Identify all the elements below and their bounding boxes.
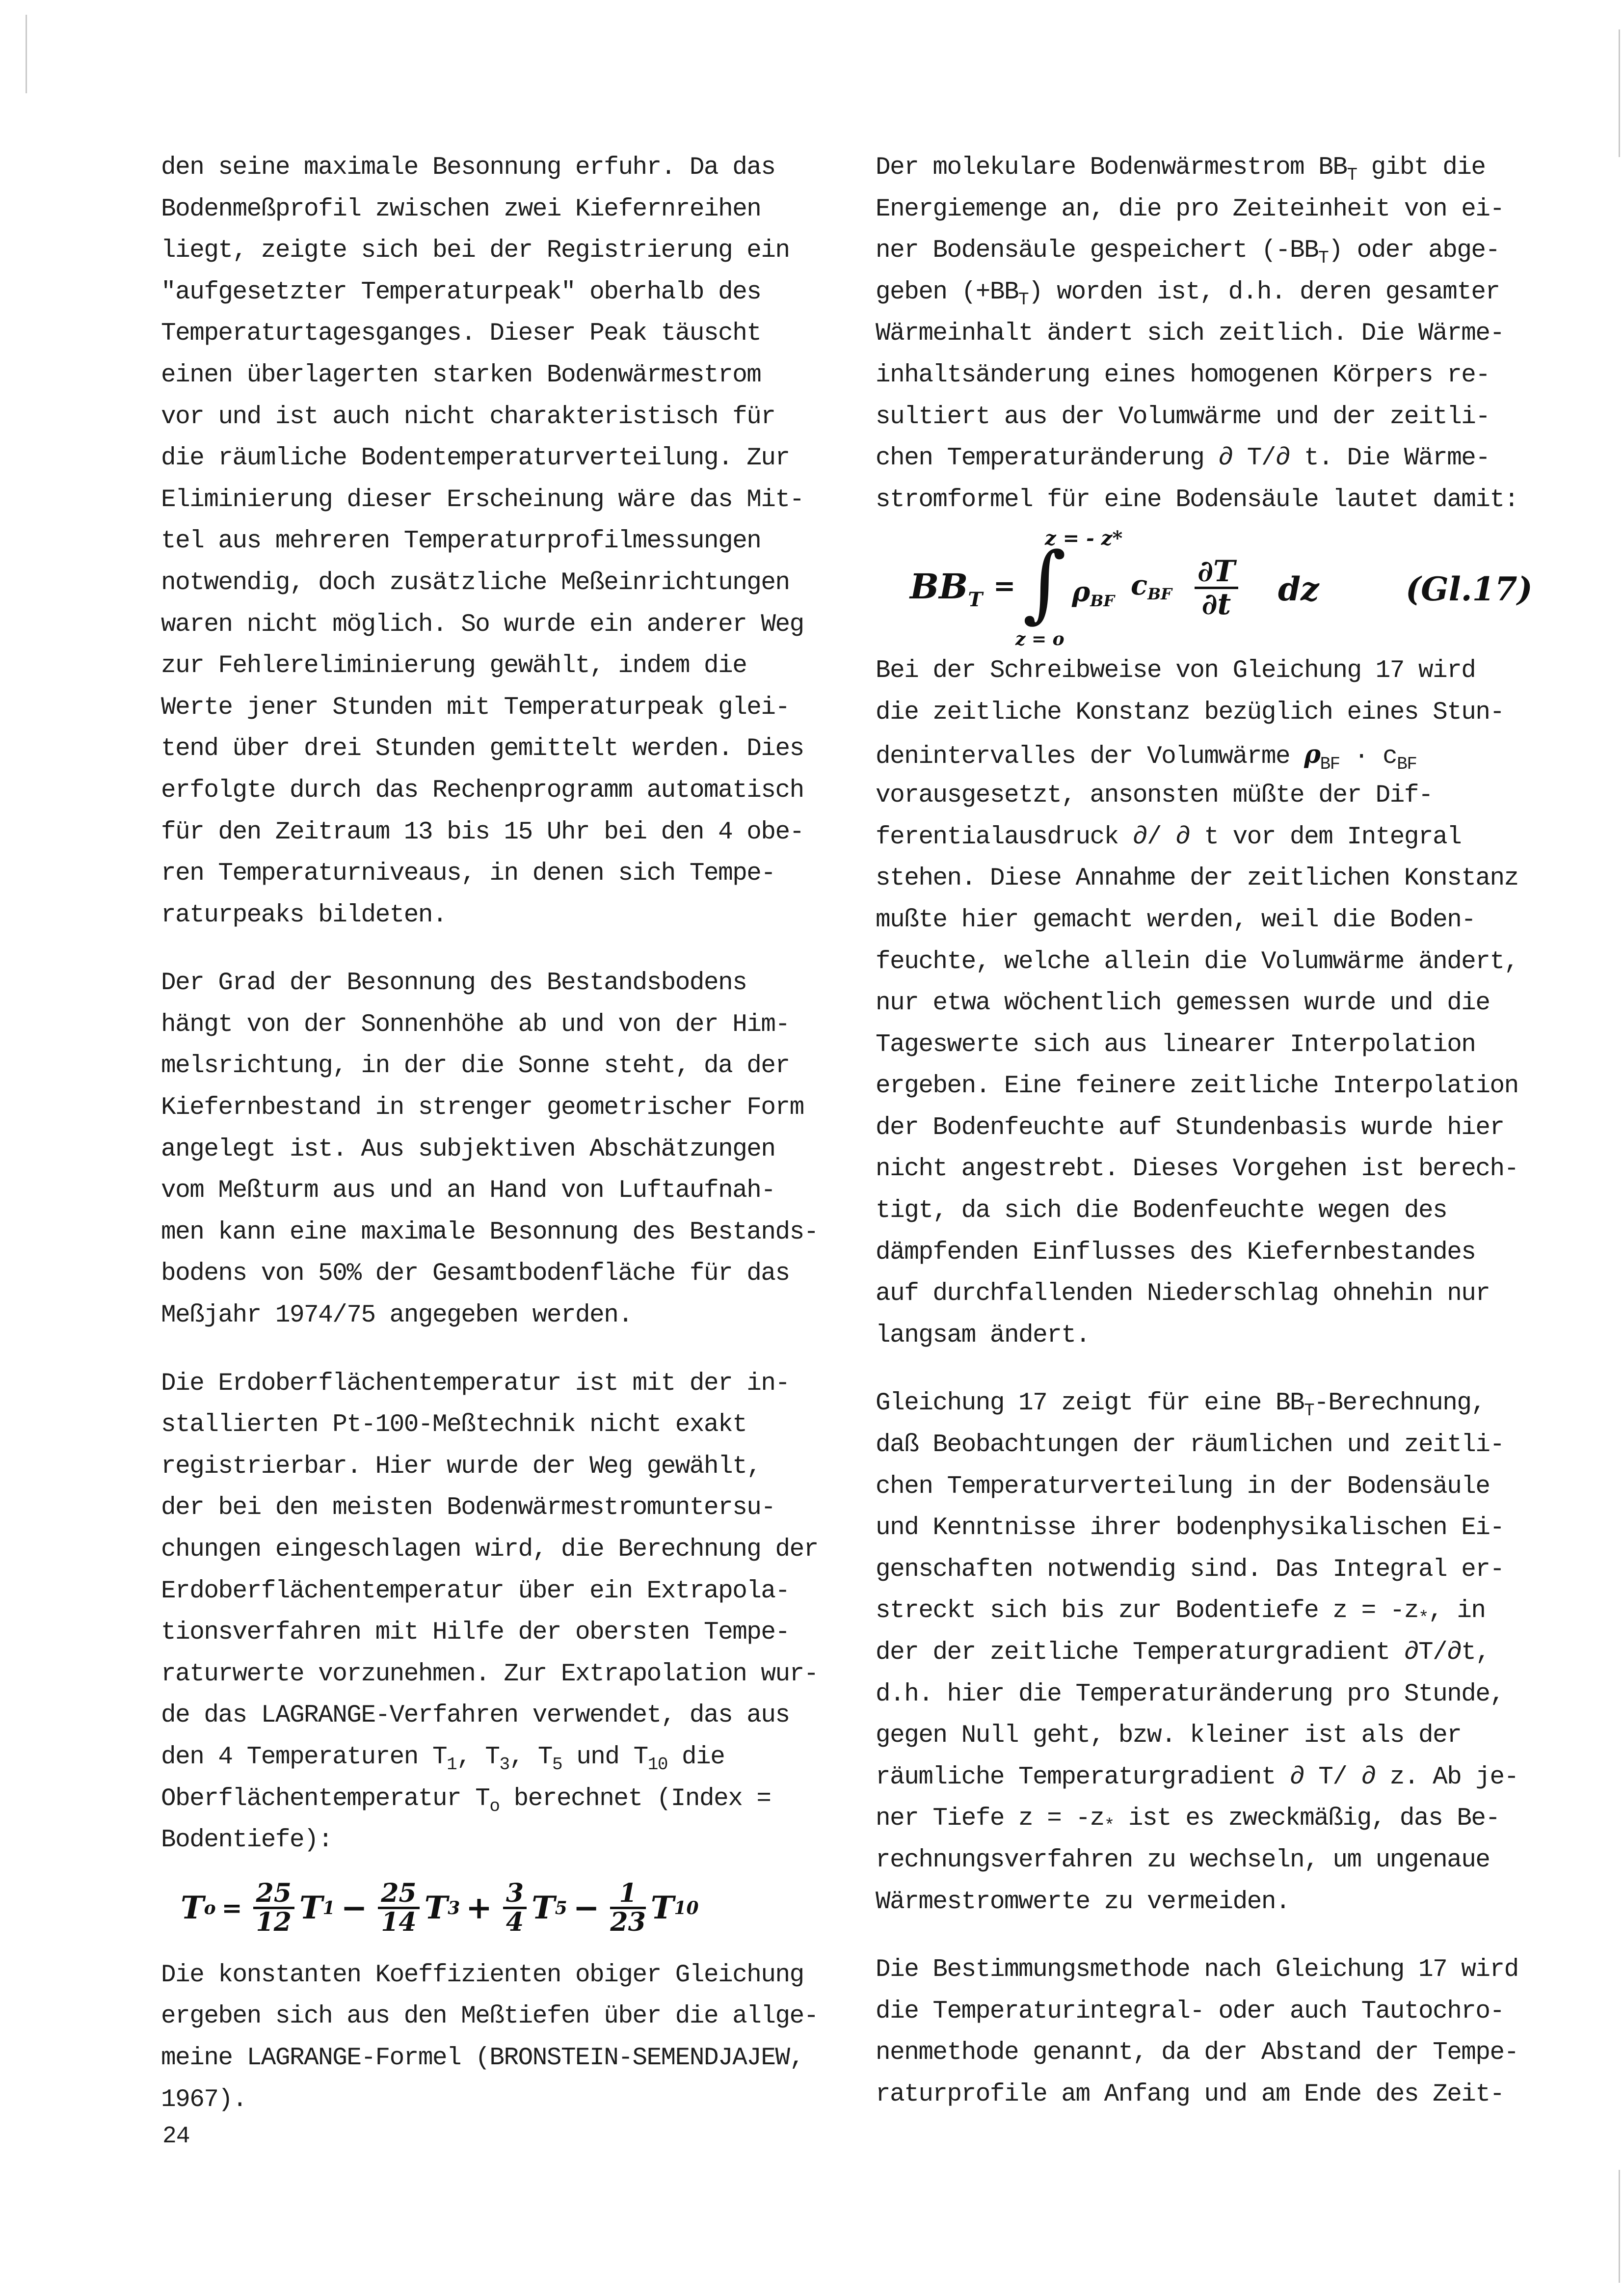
text-line: auf durchfallenden Niederschlag ohnehin nur bbox=[876, 1280, 1490, 1308]
text-line: melsrichtung, in der die Sonne steht, da der bbox=[161, 1052, 790, 1080]
paragraph-method-name bbox=[876, 1949, 1528, 2115]
text-line: tel aus mehreren Temperaturprofilmessungen bbox=[161, 527, 761, 556]
text-line: zur Fehlereliminierung gewählt, indem die bbox=[161, 652, 747, 680]
text-line: Temperaturtagesganges. Dieser Peak täuscht bbox=[161, 320, 761, 348]
text-line: Werte jener Stunden mit Temperaturpeak glei- bbox=[161, 693, 790, 722]
lagrange-formula: T o = $\frac{25}{12}$ T 1 − $\frac{25}{14}$ T 3 + $\frac{3}{4}$ T 5 − $\frac{1}{23}$ T 10 bbox=[181, 1878, 699, 1938]
text-line: notwendig, doch zusätzliche Meßeinrichtungen bbox=[161, 568, 790, 597]
text-line: stromformel für eine Bodensäule lautet damit: bbox=[876, 486, 1518, 514]
text-line: ner Bodensäule gespeichert $(-BB_T)$ oder abge- bbox=[876, 237, 1500, 269]
text-line: räumliche Temperaturgradient ∂ T/ ∂ z. Ab je- bbox=[876, 1763, 1518, 1791]
text-line: die zeitliche Konstanz bezüglich eines Stun- bbox=[876, 698, 1504, 727]
text-line: erfolgte durch das Rechenprogramm automatisch bbox=[161, 776, 804, 805]
text-line: den seine maximale Besonnung erfuhr. Da das bbox=[161, 154, 775, 182]
text-line: ergeben. Eine feinere zeitliche Interpolation bbox=[876, 1072, 1518, 1101]
text-line: die räumliche Bodentemperaturverteilung. Zur bbox=[161, 444, 790, 473]
text-line: inhaltsänderung eines homogenen Körpers re- bbox=[876, 361, 1490, 389]
text-line: stehen. Diese Annahme der zeitlichen Konstanz bbox=[876, 864, 1518, 893]
text-line: Wärmeinhalt ändert sich zeitlich. Die Wärme- bbox=[876, 320, 1504, 348]
text-line: sultiert aus der Volumwärme und der zeitli- bbox=[876, 403, 1490, 431]
text-line: rechnungsverfahren zu wechseln, um ungenaue bbox=[876, 1846, 1490, 1874]
text-line: 1967). bbox=[161, 2085, 247, 2114]
text-line: de das LAGRANGE-Verfahren verwendet, das aus bbox=[161, 1702, 790, 1730]
paragraph-coefficients bbox=[161, 1955, 818, 2121]
text-line: ferentialausdruck ∂/ ∂ t vor dem Integral bbox=[876, 823, 1462, 851]
text-line: Die konstanten Koeffizienten obiger Gleichung bbox=[161, 1961, 804, 1989]
text-line: den 4 Temperaturen $T_1$, $T_3$, $T_5$ und $T_{10}$ die bbox=[161, 1743, 725, 1775]
paragraph-constancy bbox=[876, 650, 1528, 1356]
text-line: einen überlagerten starken Bodenwärmestrom bbox=[161, 361, 761, 389]
text-line: nenmethode genannt, da der Abstand der Tempe- bbox=[876, 2039, 1518, 2067]
text-line: stallierten Pt-100-Meßtechnik nicht exakt bbox=[161, 1411, 747, 1439]
text-line: vorausgesetzt, ansonsten müßte der Dif- bbox=[876, 782, 1433, 810]
text-line: Erdoberflächentemperatur über ein Extrapola- bbox=[161, 1577, 790, 1605]
text-line: streckt sich bis zur Bodentiefe $z = -z_*$, in bbox=[876, 1597, 1486, 1629]
text-line: Bei der Schreibweise von Gleichung 17 wird bbox=[876, 657, 1476, 685]
scan-edge-line bbox=[1619, 2170, 1620, 2283]
paragraph-insolation bbox=[161, 963, 818, 1336]
text-line: Meßjahr 1974/75 angegeben werden. bbox=[161, 1301, 633, 1330]
text-line: daß Beobachtungen der räumlichen und zeitli- bbox=[876, 1431, 1504, 1459]
text-line: men kann eine maximale Besonnung des Bestands- bbox=[161, 1218, 818, 1246]
paragraph-peak-smoothing bbox=[161, 147, 814, 936]
text-line: nur etwa wöchentlich gemessen wurde und die bbox=[876, 989, 1490, 1018]
page-number: 24 bbox=[162, 2123, 190, 2150]
text-line: waren nicht möglich. So wurde ein anderer Weg bbox=[161, 610, 804, 639]
text-line: vor und ist auch nicht charakteristisch für bbox=[161, 403, 775, 431]
scan-edge-line bbox=[1619, 29, 1620, 157]
text-line: hängt von der Sonnenhöhe ab und von der Him- bbox=[161, 1010, 790, 1039]
text-line: der bei den meisten Bodenwärmestromuntersu- bbox=[161, 1494, 775, 1522]
text-line: registrierbar. Hier wurde der Weg gewählt, bbox=[161, 1452, 761, 1481]
left-column bbox=[161, 147, 818, 2147]
text-line: angelegt ist. Aus subjektiven Abschätzungen bbox=[161, 1135, 775, 1163]
text-line: raturwerte vorzunehmen. Zur Extrapolation wur- bbox=[161, 1660, 818, 1688]
paragraph-surface-temperature bbox=[161, 1363, 818, 1862]
text-line: Wärmestromwerte zu vermeiden. bbox=[876, 1888, 1290, 1916]
text-line: raturpeaks bildeten. bbox=[161, 901, 447, 929]
right-column bbox=[876, 147, 1533, 2142]
text-line: tend über drei Stunden gemittelt werden. Dies bbox=[161, 735, 804, 763]
text-line: für den Zeitraum 13 bis 15 Uhr bei den 4 obe- bbox=[161, 818, 804, 846]
paragraph-heat-flux-definition bbox=[876, 147, 1528, 521]
text-line: die Temperaturintegral- oder auch Tautochro- bbox=[876, 1997, 1504, 2026]
text-line: genschaften notwendig sind. Das Integral er- bbox=[876, 1555, 1504, 1584]
text-line: der Bodenfeuchte auf Stundenbasis wurde hier bbox=[876, 1113, 1504, 1142]
text-line: chen Temperaturänderung ∂ T/∂ t. Die Wärme- bbox=[876, 444, 1490, 473]
text-line: Bodentiefe): bbox=[161, 1826, 333, 1855]
text-line: Der molekulare Bodenwärmestrom $BB_T$ gibt die bbox=[876, 154, 1486, 185]
paragraph-integral-depth bbox=[876, 1383, 1528, 1923]
text-line: ner Tiefe $z = -z_*$ ist es zweckmäßig, das Be- bbox=[876, 1805, 1500, 1837]
text-line: Energiemenge an, die pro Zeiteinheit von ei- bbox=[876, 195, 1504, 223]
text-line: Tageswerte sich aus linearer Interpolation bbox=[876, 1030, 1476, 1059]
text-line: tigt, da sich die Bodenfeuchte wegen des bbox=[876, 1197, 1447, 1225]
text-line: liegt, zeigte sich bei der Registrierung ein bbox=[161, 237, 790, 265]
scan-edge-line bbox=[26, 15, 27, 93]
text-line: "aufgesetzter Temperaturpeak" oberhalb des bbox=[161, 278, 761, 306]
text-line: Kiefernbestand in strenger geometrischer Form bbox=[161, 1094, 804, 1122]
text-line: Der Grad der Besonnung des Bestandsbodens bbox=[161, 969, 747, 998]
text-line: der der zeitliche Temperaturgradient ∂T/∂t, bbox=[876, 1639, 1490, 1667]
text-line: ergeben sich aus den Meßtiefen über die allge- bbox=[161, 2002, 818, 2031]
heat-flux-formula: $BB_T$ = z = - z* ∫ z = o $\rho_{BF}$ $c_{BF}$ $\frac{\partial T}{\partial t}$ dz (Gl.17) bbox=[910, 527, 1533, 650]
text-line: nicht angestrebt. Dieses Vorgehen ist berech- bbox=[876, 1155, 1518, 1184]
text-line: denintervalles der Volumwärme $\rho_{BF} \cdot c_{BF}$ bbox=[876, 739, 1417, 774]
text-line: meine LAGRANGE-Formel (BRONSTEIN-SEMENDJAJEW, bbox=[161, 2044, 804, 2072]
text-line: ren Temperaturniveaus, in denen sich Tempe- bbox=[161, 860, 775, 888]
text-line: bodens von 50% der Gesamtbodenfläche für das bbox=[161, 1260, 790, 1288]
text-line: Eliminierung dieser Erscheinung wäre das Mit- bbox=[161, 486, 804, 514]
text-line: Die Erdoberflächentemperatur ist mit der in- bbox=[161, 1369, 790, 1398]
text-line: vom Meßturm aus und an Hand von Luftaufnah- bbox=[161, 1177, 775, 1205]
text-line: dämpfenden Einflusses des Kiefernbestandes bbox=[876, 1238, 1476, 1267]
text-line: geben $(+BB_T)$ worden ist, d.h. deren gesamter bbox=[876, 278, 1500, 310]
text-line: chungen eingeschlagen wird, die Berechnung der bbox=[161, 1536, 818, 1564]
text-line: gegen Null geht, bzw. kleiner ist als der bbox=[876, 1722, 1462, 1750]
text-line: Die Bestimmungsmethode nach Gleichung 17 wird bbox=[876, 1956, 1518, 1984]
text-line: raturprofile am Anfang und am Ende des Zeit- bbox=[876, 2080, 1504, 2108]
text-line: tionsverfahren mit Hilfe der obersten Tempe- bbox=[161, 1619, 790, 1647]
text-line: Oberflächentemperatur $T_o$ berechnet (Index = bbox=[161, 1784, 771, 1816]
text-line: feuchte, welche allein die Volumwärme ändert, bbox=[876, 947, 1518, 976]
text-line: d.h. hier die Temperaturänderung pro Stunde, bbox=[876, 1680, 1504, 1708]
text-line: Bodenmeßprofil zwischen zwei Kiefernreihen bbox=[161, 195, 761, 223]
text-line: Gleichung 17 zeigt für eine $BB_T$-Berechnung, bbox=[876, 1389, 1486, 1421]
text-line: und Kenntnisse ihrer bodenphysikalischen Ei- bbox=[876, 1514, 1504, 1542]
text-line: langsam ändert. bbox=[876, 1321, 1090, 1350]
text-line: mußte hier gemacht werden, weil die Boden- bbox=[876, 906, 1476, 934]
text-line: chen Temperaturverteilung in der Bodensäule bbox=[876, 1472, 1490, 1501]
